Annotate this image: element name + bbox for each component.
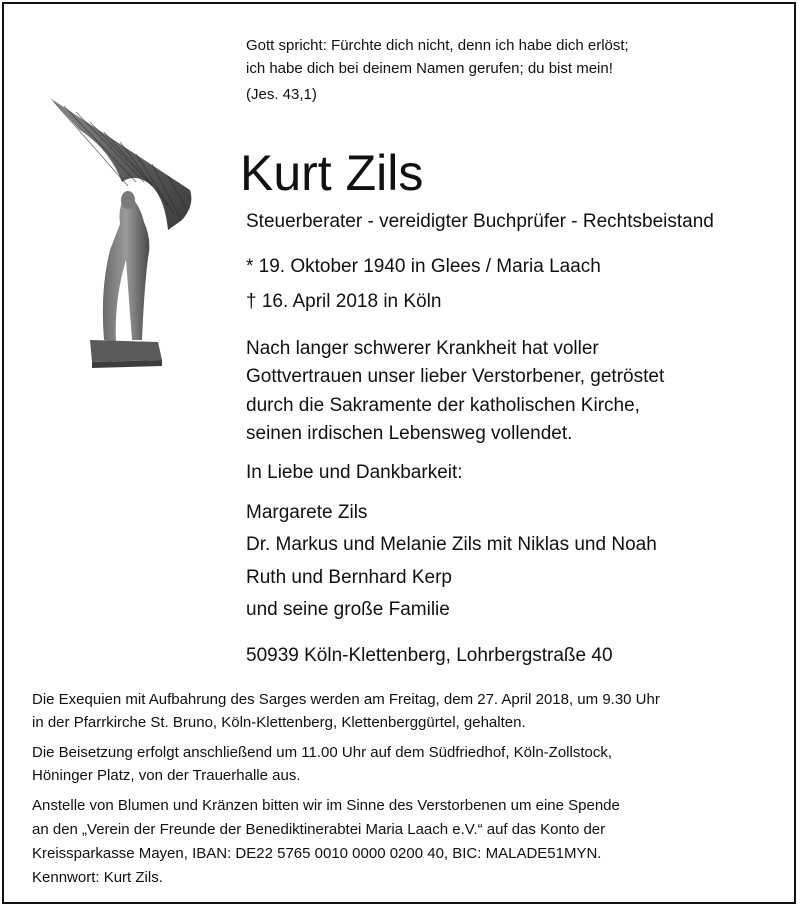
mourner-name: Ruth und Bernhard Kerp: [246, 567, 452, 588]
profession: Steuerberater - vereidigter Buchprüfer - Rechtsbeistand: [246, 211, 714, 232]
angel-sculpture-icon: [40, 90, 200, 380]
address: 50939 Köln-Klettenberg, Lohrbergstraße 40: [246, 645, 613, 666]
details-line-7: Kreissparkasse Mayen, IBAN: DE22 5765 0010 0000 0200 40, BIC: MALADE51MYN.: [32, 845, 602, 862]
announcement-line-2: Gottvertrauen unser lieber Verstorbener, getröstet: [246, 366, 665, 387]
mourners-intro: In Liebe und Dankbarkeit:: [246, 462, 463, 483]
deceased-name: Kurt Zils: [240, 145, 424, 201]
announcement-line-1: Nach langer schwerer Krankheit hat voller: [246, 338, 599, 359]
details-line-4: Höninger Platz, von der Trauerhalle aus.: [32, 767, 301, 784]
birth-date: * 19. Oktober 1940 in Glees / Maria Laach: [246, 256, 601, 277]
announcement-line-3: durch die Sakramente der katholischen Kirche,: [246, 395, 640, 416]
details-line-3: Die Beisetzung erfolgt anschließend um 11.00 Uhr auf dem Südfriedhof, Köln-Zollstock,: [32, 744, 613, 761]
verse-line-1: Gott spricht: Fürchte dich nicht, denn ich habe dich erlöst;: [246, 37, 629, 54]
details-line-8: Kennwort: Kurt Zils.: [32, 869, 163, 886]
mourner-name: und seine große Familie: [246, 599, 450, 620]
details-line-6: an den „Verein der Freunde der Benediktinerabtei Maria Laach e.V.“ auf das Konto der: [32, 821, 606, 838]
mourner-name: Margarete Zils: [246, 502, 368, 523]
death-date: † 16. April 2018 in Köln: [246, 291, 442, 312]
verse-line-2: ich habe dich bei deinem Namen gerufen; du bist mein!: [246, 60, 613, 77]
details-line-1: Die Exequien mit Aufbahrung des Sarges werden am Freitag, dem 27. April 2018, um 9.30 Uhr: [32, 691, 660, 708]
mourner-name: Dr. Markus und Melanie Zils mit Niklas und Noah: [246, 534, 657, 555]
details-line-2: in der Pfarrkirche St. Bruno, Köln-Klettenberg, Klettenberggürtel, gehalten.: [32, 714, 526, 731]
announcement-line-4: seinen irdischen Lebensweg vollendet.: [246, 423, 573, 444]
details-line-5: Anstelle von Blumen und Kränzen bitten wir im Sinne des Verstorbenen um eine Spende: [32, 797, 620, 814]
verse-reference: (Jes. 43,1): [246, 86, 317, 103]
